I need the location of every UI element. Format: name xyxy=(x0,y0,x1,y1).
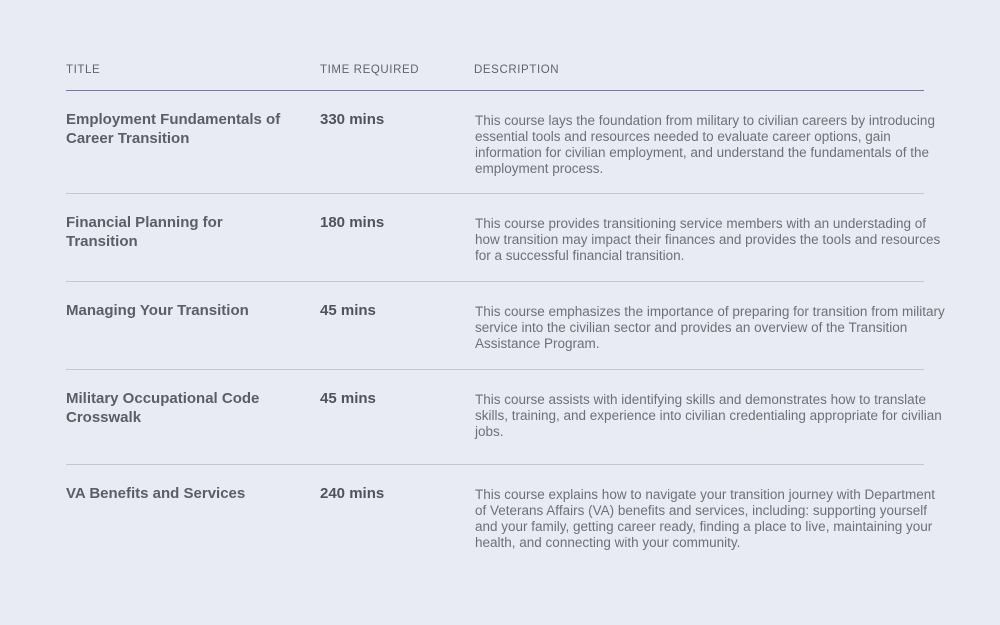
course-title: Military Occupational Code Crosswalk xyxy=(66,390,260,426)
course-title: Managing Your Transition xyxy=(66,302,249,319)
course-title: VA Benefits and Services xyxy=(66,485,246,502)
course-title: Employment Fundamentals of Career Transition xyxy=(66,111,281,147)
course-time: 45 mins xyxy=(320,390,376,407)
course-description: This course provides transitioning service members with an understading of how transition may impact their finances and provides the tools and resources for a successful financial transition. xyxy=(475,216,941,263)
course-description: This course assists with identifying skills and demonstrates how to translate skills, training, and experience into civilian credentialing appropriate for civilian jobs. xyxy=(475,392,942,439)
header-title: TITLE xyxy=(66,64,101,76)
course-description: This course lays the foundation from military to civilian careers by introducing essential tools and resources needed to evaluate career options, gain information for civilian employment, and understand the fundamentals of the employment process. xyxy=(475,113,935,176)
course-time: 180 mins xyxy=(320,214,385,231)
table-row xyxy=(66,370,942,465)
course-description: This course explains how to navigate your transition journey with Department of Veterans Affairs (VA) benefits and services, including: supporting yourself and your family, getting career ready, finding a place to live, maintaining your health, and connecting with your community. xyxy=(475,487,935,550)
header-time-required: TIME REQUIRED xyxy=(320,64,420,76)
course-description: This course emphasizes the importance of preparing for transition from military service into the civilian sector and provides an overview of the Transition Assistance Program. xyxy=(475,304,945,351)
header-description: DESCRIPTION xyxy=(474,64,560,76)
course-time: 330 mins xyxy=(320,111,385,128)
table-header xyxy=(66,62,924,91)
course-title: Financial Planning for Transition xyxy=(66,214,223,250)
courses-table xyxy=(66,62,945,575)
table-row xyxy=(66,91,935,194)
course-time: 240 mins xyxy=(320,485,385,502)
course-time: 45 mins xyxy=(320,302,376,319)
table-row xyxy=(66,465,935,575)
table-row xyxy=(66,194,941,282)
table-row xyxy=(66,282,945,370)
